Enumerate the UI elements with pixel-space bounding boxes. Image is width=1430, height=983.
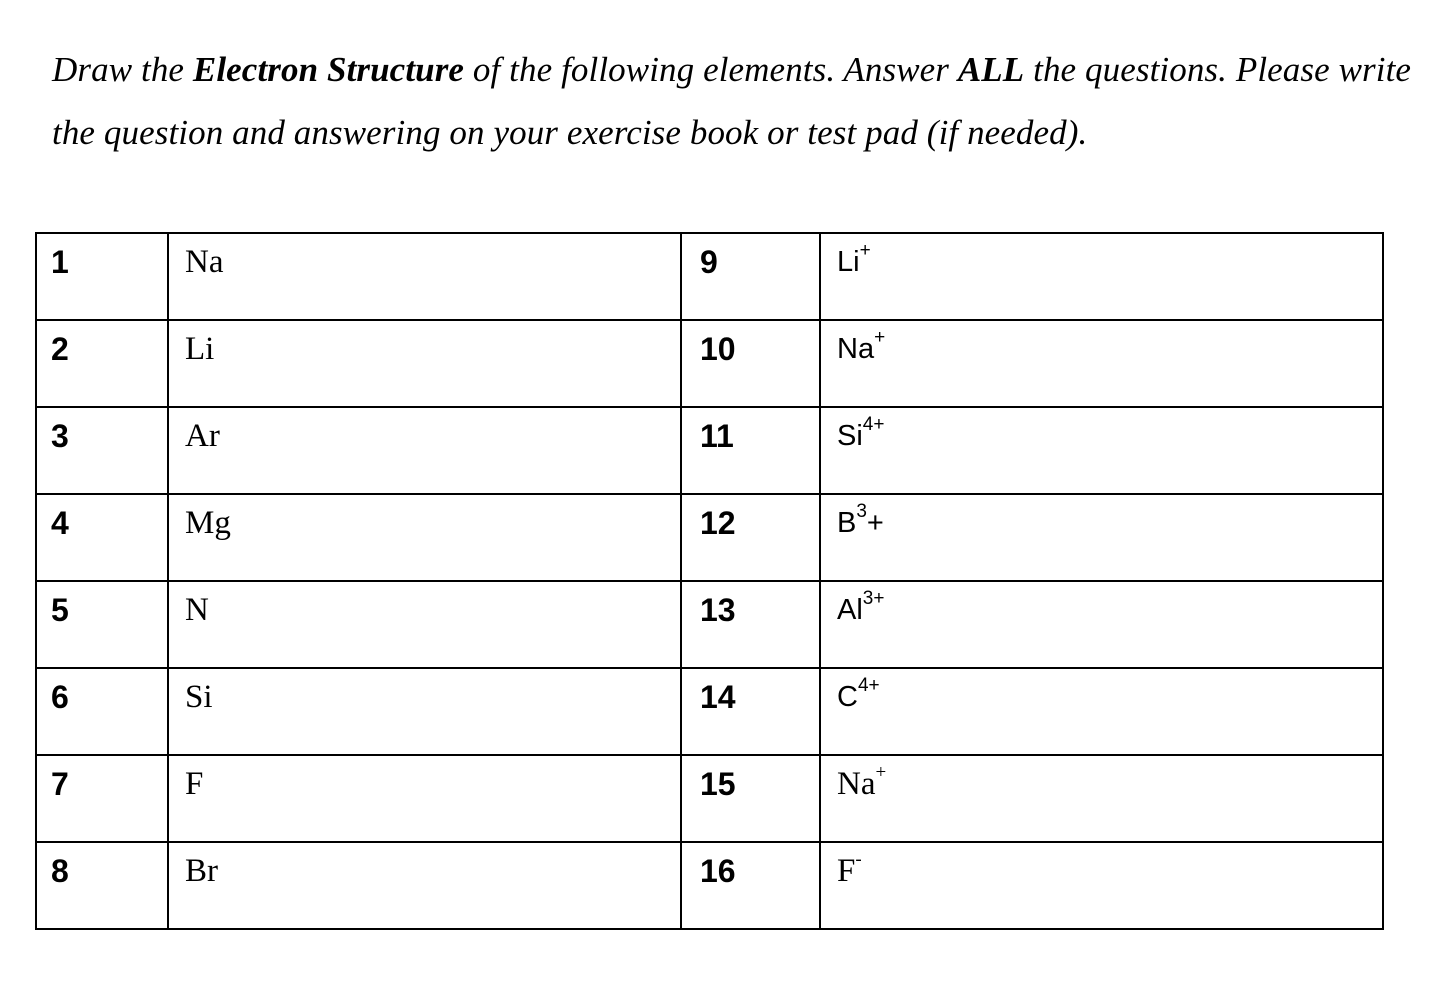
instructions-text-1: Draw the <box>52 50 193 89</box>
question-number-cell <box>681 494 820 581</box>
ion-base: Na <box>837 766 876 802</box>
table-row <box>36 320 1383 407</box>
table-row <box>36 494 1383 581</box>
question-number: 14 <box>700 679 736 715</box>
table-row <box>36 842 1383 929</box>
element-cell <box>168 842 681 929</box>
question-number-cell <box>681 668 820 755</box>
ion-base: B <box>837 507 857 539</box>
question-number-cell <box>681 233 820 320</box>
table-row <box>36 233 1383 320</box>
ion-symbol <box>821 408 1382 454</box>
instructions-text-3: the questions. Please write the question and answering on your exercise book or test pad (if needed). <box>52 50 1412 152</box>
question-number-cell <box>36 668 168 755</box>
element-symbol: Li <box>185 331 215 367</box>
ion-cell <box>820 581 1383 668</box>
question-number-cell <box>36 842 168 929</box>
element-cell <box>168 233 681 320</box>
ion-charge: 4+ <box>862 414 885 436</box>
ion-charge-suffix: + <box>866 507 884 539</box>
question-number: 15 <box>700 766 736 802</box>
question-number-cell <box>36 320 168 407</box>
question-number-cell <box>681 842 820 929</box>
table-row <box>36 581 1383 668</box>
element-symbol: N <box>185 592 209 628</box>
question-number-cell <box>36 233 168 320</box>
element-cell <box>168 668 681 755</box>
ion-base: Si <box>837 420 863 452</box>
instructions-bold-electron-structure: Electron Structure <box>192 50 465 89</box>
ion-charge: + <box>859 240 871 262</box>
element-symbol: Ar <box>185 418 220 454</box>
ion-symbol <box>821 234 1382 280</box>
question-number: 9 <box>700 244 718 280</box>
table-row <box>36 407 1383 494</box>
ion-charge: - <box>855 849 862 870</box>
question-number: 13 <box>700 592 736 628</box>
ion-cell <box>820 233 1383 320</box>
question-number: 16 <box>700 853 736 889</box>
ion-symbol <box>821 321 1382 367</box>
question-number: 12 <box>700 505 736 541</box>
question-number: 6 <box>51 679 69 715</box>
elements-table <box>35 232 1384 930</box>
element-symbol: Mg <box>185 505 231 541</box>
ion-base: F <box>837 853 856 889</box>
ion-charge: + <box>874 327 886 349</box>
question-number-cell <box>681 755 820 842</box>
ion-cell <box>820 755 1383 842</box>
question-number: 1 <box>51 244 69 280</box>
ion-base: Li <box>837 246 860 278</box>
question-number: 5 <box>51 592 69 628</box>
ion-charge: 4+ <box>857 675 880 697</box>
element-symbol: Br <box>185 853 218 889</box>
element-symbol: Na <box>185 244 224 280</box>
ion-symbol <box>821 843 1382 889</box>
question-number: 11 <box>700 418 734 454</box>
question-number: 7 <box>51 766 69 802</box>
element-cell <box>168 494 681 581</box>
element-cell <box>168 755 681 842</box>
ion-base: C <box>837 681 858 713</box>
ion-base: Al <box>837 594 863 626</box>
question-number-cell <box>36 407 168 494</box>
question-number: 3 <box>51 418 69 454</box>
question-number: 10 <box>700 331 736 367</box>
ion-cell <box>820 320 1383 407</box>
question-number: 4 <box>51 505 69 541</box>
question-number-cell <box>681 581 820 668</box>
ion-charge: 3+ <box>862 588 885 610</box>
element-symbol: Si <box>185 679 213 715</box>
question-number-cell <box>36 755 168 842</box>
table-row <box>36 668 1383 755</box>
question-number-cell <box>681 407 820 494</box>
question-number: 2 <box>51 331 69 367</box>
question-number-cell <box>681 320 820 407</box>
ion-symbol <box>821 495 1382 541</box>
element-symbol: F <box>185 766 204 802</box>
instructions-bold-all: ALL <box>957 50 1025 89</box>
ion-cell <box>820 407 1383 494</box>
ion-base: Na <box>837 333 875 365</box>
question-number-cell <box>36 581 168 668</box>
question-number-cell <box>36 494 168 581</box>
table-row <box>36 755 1383 842</box>
ion-cell <box>820 842 1383 929</box>
ion-symbol <box>821 582 1382 628</box>
ion-charge: + <box>875 762 887 783</box>
element-cell <box>168 320 681 407</box>
ion-cell <box>820 668 1383 755</box>
question-number: 8 <box>51 853 69 889</box>
instructions-text-2: of the following elements. Answer <box>464 50 958 89</box>
element-cell <box>168 407 681 494</box>
ion-cell <box>820 494 1383 581</box>
ion-charge: 3 <box>856 501 867 523</box>
instructions-paragraph <box>52 38 1412 164</box>
ion-symbol <box>821 669 1382 715</box>
element-cell <box>168 581 681 668</box>
ion-symbol <box>821 756 1382 802</box>
